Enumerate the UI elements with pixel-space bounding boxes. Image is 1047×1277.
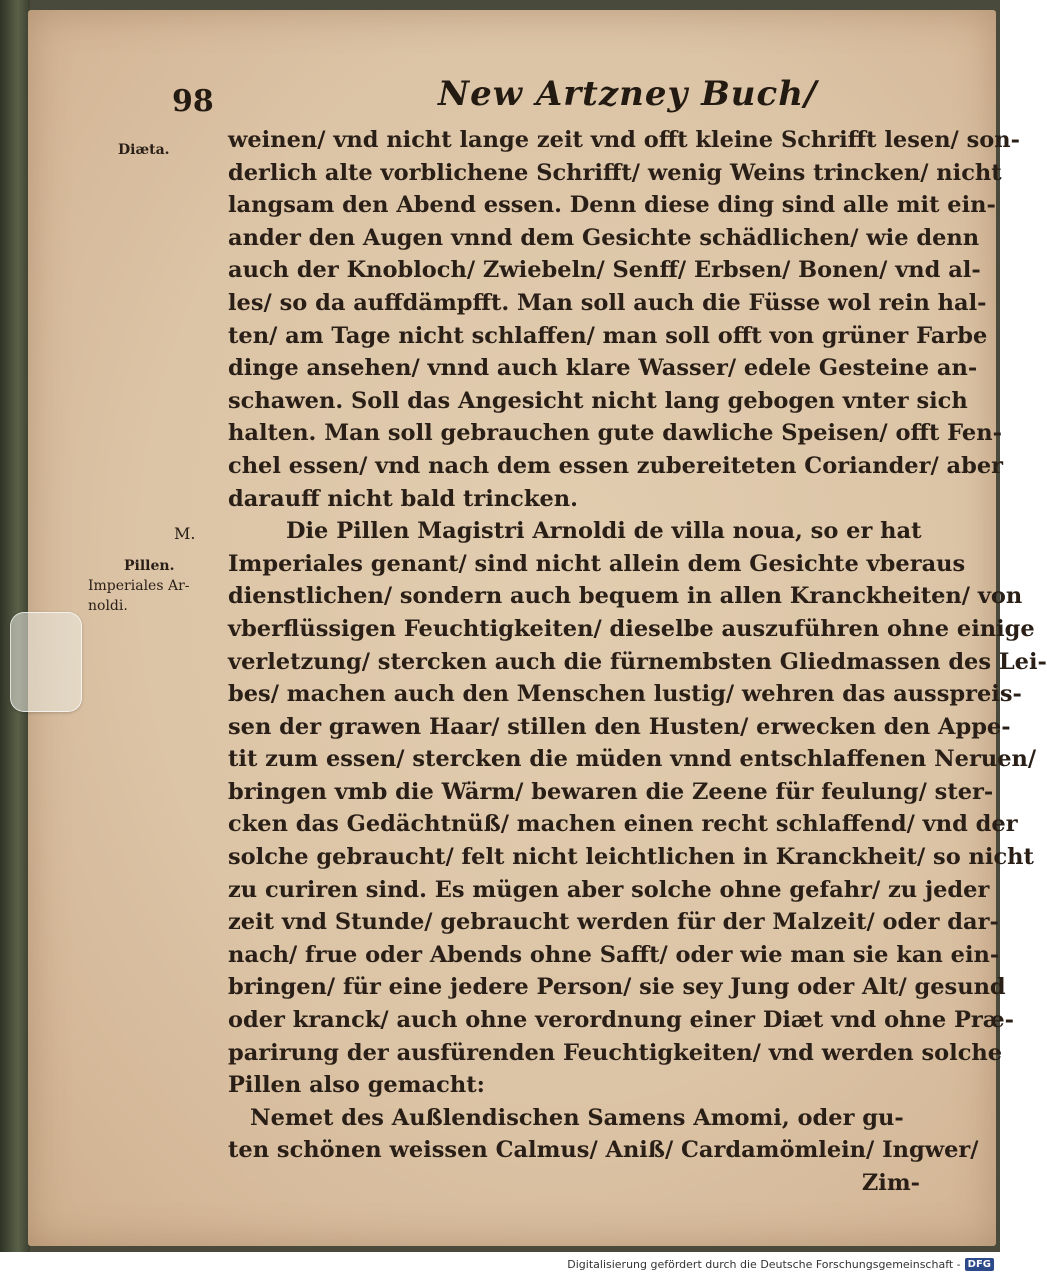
text-line: Die Pillen Magistri Arnoldi de villa noua, so er hat xyxy=(286,518,922,545)
page-number: 98 xyxy=(172,84,214,119)
text-line: bes/ machen auch den Menschen lustig/ wehren das ausspreis- xyxy=(228,681,1022,708)
margin-note-noldi: noldi. xyxy=(88,598,128,614)
text-line: verletzung/ stercken auch die fürnembsten Gliedmassen des Lei- xyxy=(228,648,1047,675)
text-line: zeit vnd Stunde/ gebraucht werden für der Malzeit/ oder dar- xyxy=(228,909,999,936)
text-line: cken das Gedächtnüß/ machen einen recht schlaffend/ vnd der xyxy=(228,811,1018,838)
text-line: tit zum essen/ stercken die müden vnnd entschlaffenen Neruen/ xyxy=(228,746,1037,773)
text-line: bringen/ für eine jedere Person/ sie sey Jung oder Alt/ gesund xyxy=(228,974,1006,1001)
text-line: Nemet des Außlendischen Samens Amomi, oder gu- xyxy=(250,1104,904,1131)
catchword: Zim- xyxy=(861,1170,920,1196)
text-line: oder kranck/ auch ohne verordnung einer Diæt vnd ohne Præ- xyxy=(228,1007,1015,1034)
text-line: halten. Man soll gebrauchen gute dawliche Speisen/ offt Fen- xyxy=(228,420,1002,447)
text-line: auch der Knobloch/ Zwiebeln/ Senff/ Erbsen/ Bonen/ vnd al- xyxy=(228,257,981,284)
text-line: vberflüssigen Feuchtigkeiten/ dieselbe auszuführen ohne einige xyxy=(228,615,1035,642)
text-line: zu curiren sind. Es mügen aber solche ohne gefahr/ zu jeder xyxy=(228,876,990,903)
text-line: dienstlichen/ sondern auch bequem in allen Kranckheiten/ von xyxy=(228,583,1023,610)
margin-note-pillen: Pillen. xyxy=(124,558,175,574)
digitization-footer xyxy=(0,1252,1000,1277)
running-head: New Artzney Buch/ xyxy=(438,74,818,114)
body-text xyxy=(228,124,1047,1200)
text-line: dinge ansehen/ vnnd auch klare Wasser/ edele Gesteine an- xyxy=(228,355,978,382)
text-line: darauff nicht bald trincken. xyxy=(228,485,578,512)
text-line: bringen vmb die Wärm/ bewaren die Zeene für feulung/ ster- xyxy=(228,778,994,805)
text-line: ten schönen weissen Calmus/ Aniß/ Cardamömlein/ Ingwer/ xyxy=(228,1137,979,1164)
text-line: ander den Augen vnnd dem Gesichte schädlichen/ wie denn xyxy=(228,224,980,251)
text-line: parirung der ausfürenden Feuchtigkeiten/ vnd werden solche xyxy=(228,1039,1003,1066)
text-line: les/ so da auffdämpfft. Man soll auch die Füsse wol rein hal- xyxy=(228,289,987,316)
text-line: langsam den Abend essen. Denn diese ding sind alle mit ein- xyxy=(228,192,996,219)
text-line: derlich alte vorblichene Schrifft/ wenig Weins trincken/ nicht xyxy=(228,159,1002,186)
dfg-logo: DFG xyxy=(965,1258,994,1271)
page-clip xyxy=(10,612,82,712)
margin-note-imperiales: Imperiales Ar- xyxy=(88,578,190,594)
text-line: nach/ frue oder Abends ohne Safft/ oder wie man sie kan ein- xyxy=(228,941,1000,968)
margin-note-diaeta: Diæta. xyxy=(118,142,170,158)
text-line: chel essen/ vnd nach dem essen zubereiteten Coriander/ aber xyxy=(228,452,1003,479)
text-line: ten/ am Tage nicht schlaffen/ man soll offt von grüner Farbe xyxy=(228,322,988,349)
footer-credit: Digitalisierung gefördert durch die Deutsche Forschungsgemeinschaft - xyxy=(567,1258,961,1271)
text-line: weinen/ vnd nicht lange zeit vnd offt kleine Schrifft lesen/ son- xyxy=(228,127,1020,153)
text-line: Pillen also gemacht: xyxy=(228,1072,485,1099)
text-line: sen der grawen Haar/ stillen den Husten/ erwecken den Appe- xyxy=(228,713,1011,740)
text-line: schawen. Soll das Angesicht nicht lang gebogen vnter sich xyxy=(228,387,968,414)
text-line: Imperiales genant/ sind nicht allein dem Gesichte vberaus xyxy=(228,550,966,577)
margin-note-m: M. xyxy=(174,524,196,543)
text-line: solche gebraucht/ felt nicht leichtlichen in Kranckheit/ so nicht xyxy=(228,844,1034,871)
